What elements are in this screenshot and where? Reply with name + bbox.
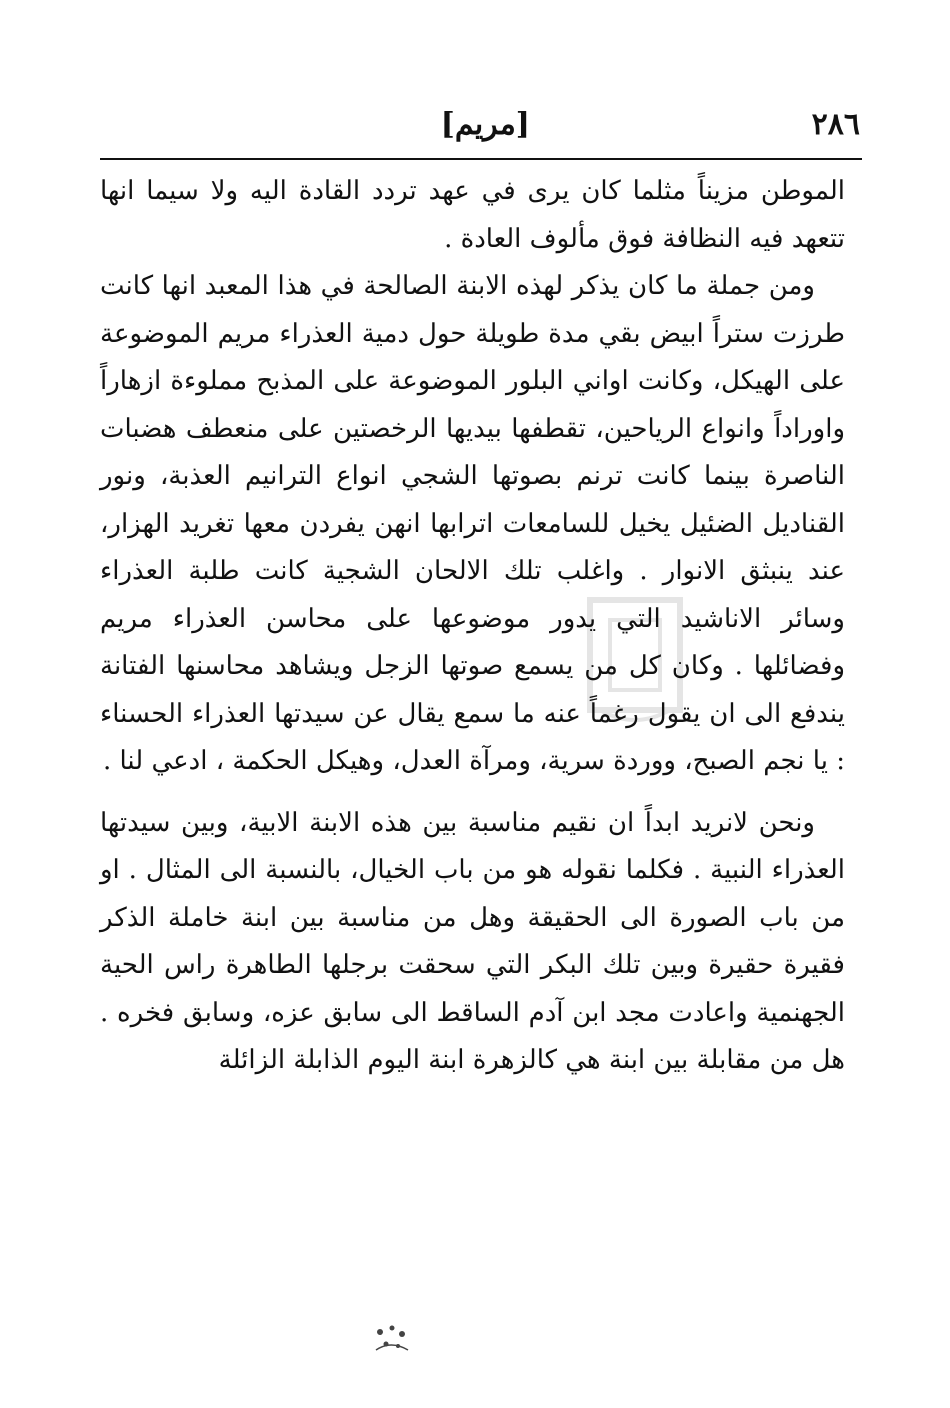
- body-text: [100, 168, 845, 1085]
- paragraph-1: الموطن مزيناً مثلما كان يرى في عهد تردد القادة اليه ولا سيما انها تتعهد فيه النظافة فوق مألوف العادة .: [100, 176, 845, 254]
- paragraph-3: ونحن لانريد ابداً ان نقيم مناسبة بين هذه الابنة الابية، وبين سيدتها العذراء النبية . فكلما نقوله هو من باب الخيال، بالنسبة الى المثال . او من باب الصورة الى الحقيقة وهل من مناسبة بين ابنة خاملة الذكر فقيرة حقيرة وبين تلك البكر التي سحقت برجلها الطاهرة راس الحية الجهنمية واعادت مجد ابن آدم الساقط الى سابق عزه، وسابق فخره . هل من مقابلة بين ابنة هي كالزهرة ابنة اليوم الذابلة الزائلة: [100, 807, 846, 1075]
- running-title: [مريم]: [440, 107, 530, 142]
- page-number: ٢٨٦: [811, 107, 860, 142]
- header-rule: [100, 158, 862, 160]
- footer-ornament-icon: [368, 1318, 414, 1358]
- running-head: [100, 100, 860, 150]
- paragraph-2: ومن جملة ما كان يذكر لهذه الابنة الصالحة في هذا المعبد انها كانت طرزت ستراً ابيض بقي مدة طويلة حول دمية العذراء مريم الموضوعة على الهيكل، وكانت اواني البلور الموضوعة على المذبح مملوءة ازهاراً واوراداً وانواع الرياحين، تقطفها بيديها الرخصتين على منعطف هضبات الناصرة بينما كانت ترنم بصوتها الشجي انواع الترانيم العذبة، ونور القناديل الضئيل يخيل للسامعات اترابها انهن يفردن معها تغريد الهزار، عند ينبثق الانوار . واغلب تلك الالحان الشجية كانت طلبة العذراء وسائر الاناشيد التي يدور موضوعها على محاسن العذراء مريم وفضائلها . وكان كل من يسمع صوتها الزجل ويشاهد محاسنها الفتانة يندفع الى ان يقول رغماً عنه ما سمع يقال عن سيدتها العذراء الحسناء : يا نجم الصبح، ووردة سرية، ومرآة العدل، وهيكل الحكمة ، ادعي لنا .: [100, 271, 845, 776]
